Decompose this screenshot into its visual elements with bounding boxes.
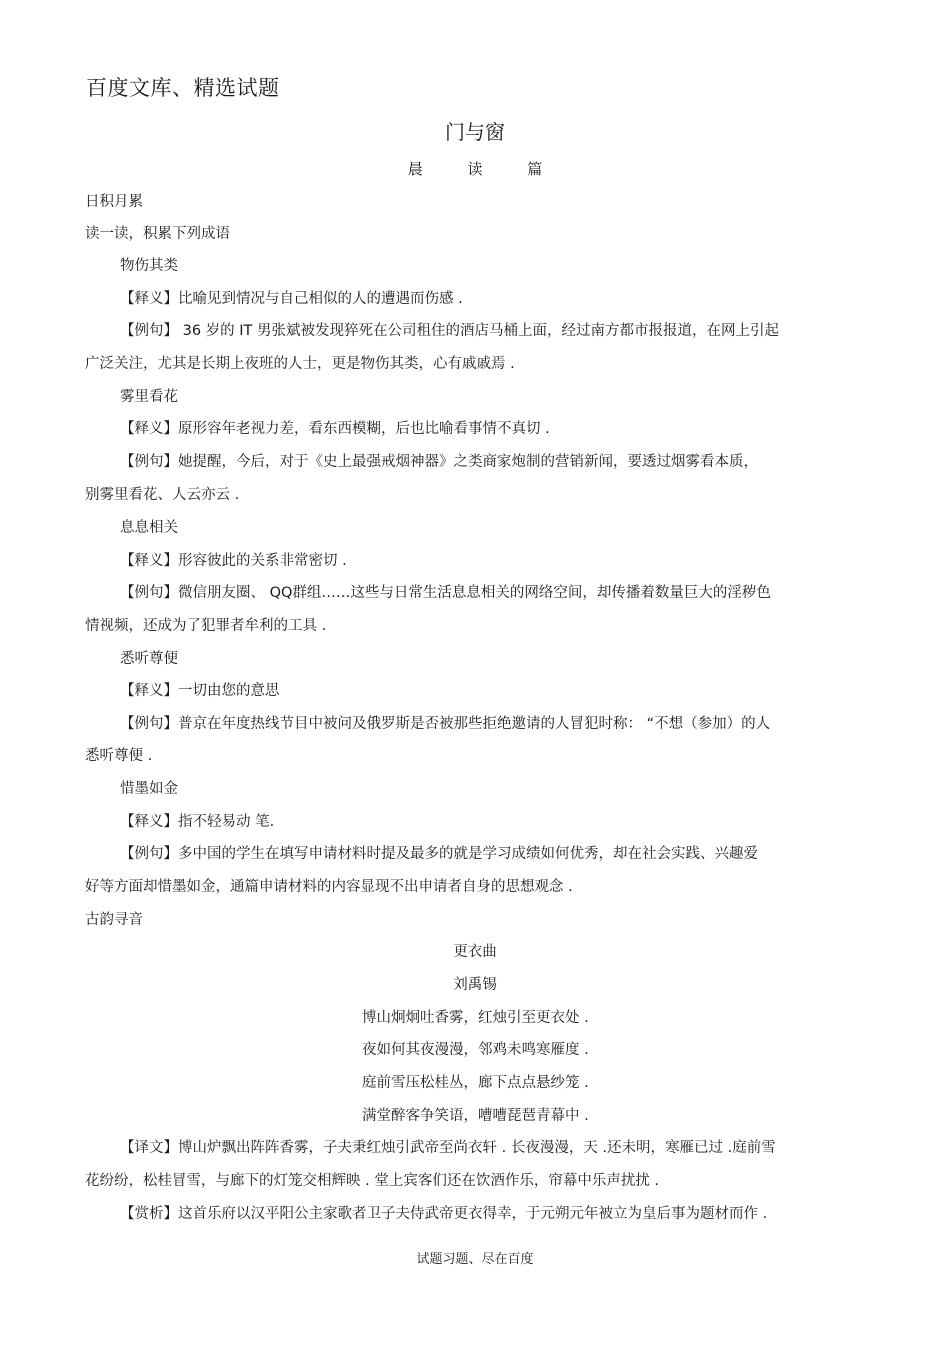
poem-line: 满堂醉客争笑语，嘈嘈琵琶青幕中 . bbox=[362, 1108, 589, 1124]
poem-author: 刘禹锡 bbox=[453, 977, 497, 993]
poem-line: 博山炯炯吐香雾，红烛引至更衣处 . bbox=[362, 1010, 589, 1026]
idiom-meaning: 【释义】原形容年老视力差，看东西模糊，后也比喻看事情不真切 . bbox=[120, 421, 550, 437]
idiom-example-cont: 悉听尊便 . bbox=[85, 748, 153, 764]
idiom-meaning: 【释义】形容彼此的关系非常密切 . bbox=[120, 553, 347, 569]
poem-title: 更衣曲 bbox=[453, 944, 497, 960]
idiom-name: 悉听尊便 bbox=[120, 651, 178, 667]
idiom-example-cont: 广泛关注，尤其是长期上夜班的人士，更是物伤其类，心有戚戚焉 . bbox=[85, 356, 515, 372]
idiom-example: 【例句】她提醒，今后，对于《史上最强戒烟神器》之类商家炮制的营销新闻，要透过烟雾看本质， bbox=[120, 454, 758, 470]
idiom-example-cont: 情视频，还成为了犯罪者牟利的工具 . bbox=[85, 618, 327, 634]
doc-footer: 试题习题、尽在百度 bbox=[416, 1252, 534, 1267]
appreciation: 【赏析】这首乐府以汉平阳公主家歌者卫子夫侍武帝更衣得幸，于元朔元年被立为皇后事为题材而作 . bbox=[120, 1206, 768, 1222]
poem-line: 庭前雪压松桂丛，廊下点点悬纱笼 . bbox=[362, 1075, 589, 1091]
idiom-name: 雾里看花 bbox=[120, 389, 178, 405]
idiom-example: 【例句】多中国的学生在填写申请材料时提及最多的就是学习成绩如何优秀，却在社会实践、兴趣爱 bbox=[120, 846, 758, 862]
doc-header: 百度文库、精选试题 bbox=[86, 76, 280, 100]
idiom-example: 【例句】 36 岁的 IT 男张斌被发现猝死在公司租住的酒店马桶上面，经过南方都市报报道，在网上引起 bbox=[120, 323, 780, 339]
idiom-meaning: 【释义】一切由您的意思 bbox=[120, 683, 280, 699]
section-heading: 古韵寻音 bbox=[85, 912, 143, 928]
idiom-example: 【例句】普京在年度热线节目中被问及俄罗斯是否被那些拒绝邀请的人冒犯时称： “不想（参加）的人 bbox=[120, 716, 771, 732]
poem-line: 夜如何其夜漫漫，邻鸡未鸣寒雁度 . bbox=[362, 1042, 589, 1058]
doc-subtitle: 晨 读 篇 bbox=[407, 160, 543, 178]
idiom-meaning: 【释义】指不轻易动 笔. bbox=[120, 814, 275, 830]
section-intro: 读一读，积累下列成语 bbox=[85, 226, 230, 242]
idiom-example-cont: 别雾里看花、人云亦云 . bbox=[85, 487, 240, 503]
translation-cont: 花纷纷，松桂冒雪，与廊下的灯笼交相辉映 . 堂上宾客们还在饮酒作乐，帘幕中乐声扰扰 . bbox=[85, 1173, 660, 1189]
idiom-name: 物伤其类 bbox=[120, 258, 178, 274]
doc-title: 门与窗 bbox=[445, 120, 505, 144]
idiom-meaning: 【释义】比喻见到情况与自己相似的人的遭遇而伤感 . bbox=[120, 291, 463, 307]
idiom-name: 惜墨如金 bbox=[120, 781, 178, 797]
idiom-example-cont: 好等方面却惜墨如金，通篇申请材料的内容显现不出申请者自身的思想观念 . bbox=[85, 879, 573, 895]
translation: 【译文】博山炉飘出阵阵香雾，子夫秉红烛引武帝至尚衣轩 . 长夜漫漫，天 .还未明，寒雁已过 .庭前雪 bbox=[120, 1140, 776, 1156]
section-heading: 日积月累 bbox=[85, 194, 143, 210]
idiom-name: 息息相关 bbox=[120, 520, 178, 536]
idiom-example: 【例句】微信朋友圈、 QQ群组……这些与日常生活息息相关的网络空间，却传播着数量巨大的淫秽色 bbox=[120, 585, 771, 601]
